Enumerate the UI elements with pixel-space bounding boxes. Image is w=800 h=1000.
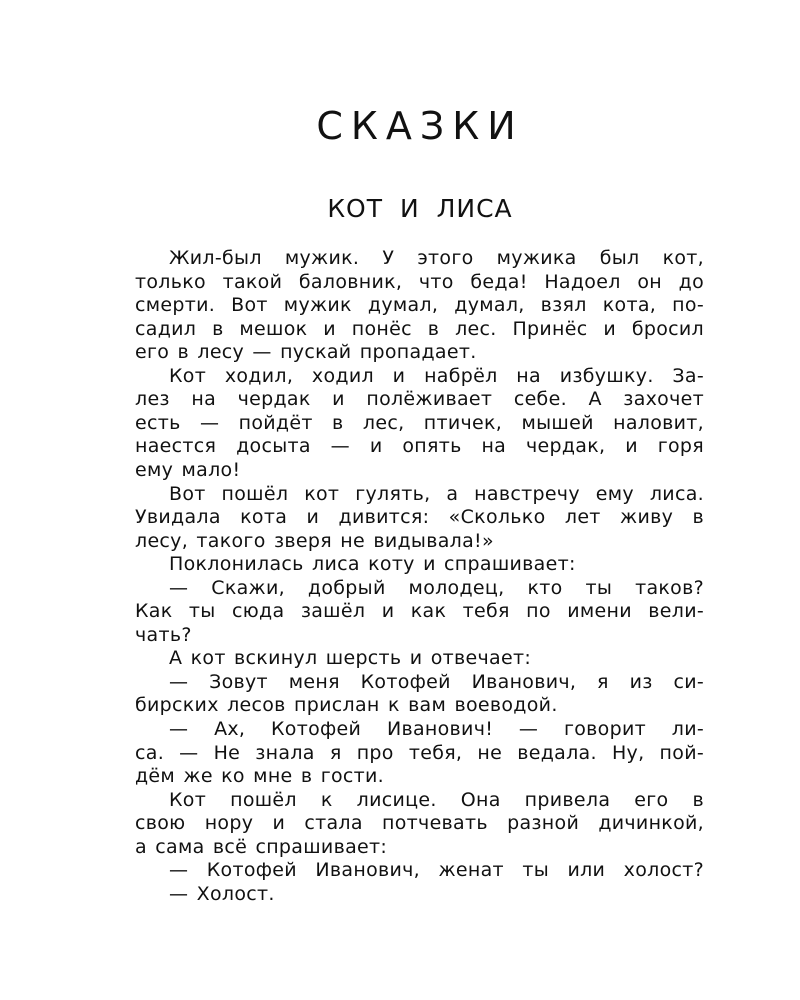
text-line: — Ах, Котофей Иванович! — говорит ли- [169, 718, 704, 740]
text-line: а сама всё спрашивает: [135, 835, 388, 858]
text-line: Жил-был мужик. У этого мужика был кот, [169, 247, 704, 269]
text-line: садил в мешок и понёс в лес. Принёс и бросил [135, 317, 704, 340]
text-line: — Холост. [169, 882, 275, 905]
text-line: Поклонилась лиса коту и спрашивает: [169, 553, 576, 576]
story-title: КОТ И ЛИСА [327, 194, 513, 223]
text-line: наестся досыта — и опять на чердак, и горя [135, 435, 704, 458]
text-line: его в лесу — пускай пропадает. [135, 341, 477, 364]
text-line: смерти. Вот мужик думал, думал, взял кота, по- [135, 294, 704, 317]
text-line: есть — пойдёт в лес, птичек, мышей наловит, [135, 411, 704, 434]
text-line: Как ты сюда зашёл и как тебя по имени вели- [135, 600, 704, 623]
text-line: са. — Не знала я про тебя, не ведала. Ну, пой- [135, 741, 704, 764]
text-line: Кот пошёл к лисице. Она привела его в [169, 788, 704, 811]
text-line: чать? [135, 623, 192, 646]
text-line: только такой баловник, что беда! Надоел он до [135, 270, 704, 293]
text-line: А кот вскинул шерсть и отвечает: [169, 647, 532, 670]
text-line: Увидала кота и дивится: «Сколько лет живу в [135, 506, 704, 529]
text-line: дём же ко мне в гости. [135, 765, 385, 788]
text-line: — Зовут меня Котофей Иванович, я из си- [169, 670, 704, 693]
text-line: ему мало! [135, 458, 241, 481]
text-line: Кот ходил, ходил и набрёл на избушку. За- [169, 364, 704, 387]
text-line: свою нору и стала потчевать разной дичинкой, [135, 812, 704, 835]
text-line: — Скажи, добрый молодец, кто ты таков? [169, 576, 704, 599]
text-line: бирских лесов прислан к вам воеводой. [135, 694, 558, 717]
text-line: лесу, такого зверя не видывала!» [135, 529, 494, 552]
text-line: лез на чердак и полёживает себе. А захочет [135, 388, 704, 411]
text-line: — Котофей Иванович, женат ты или холост? [169, 859, 704, 882]
section-title: СКАЗКИ [316, 104, 524, 148]
text-line: Вот пошёл кот гулять, а навстречу ему лиса. [169, 482, 704, 505]
